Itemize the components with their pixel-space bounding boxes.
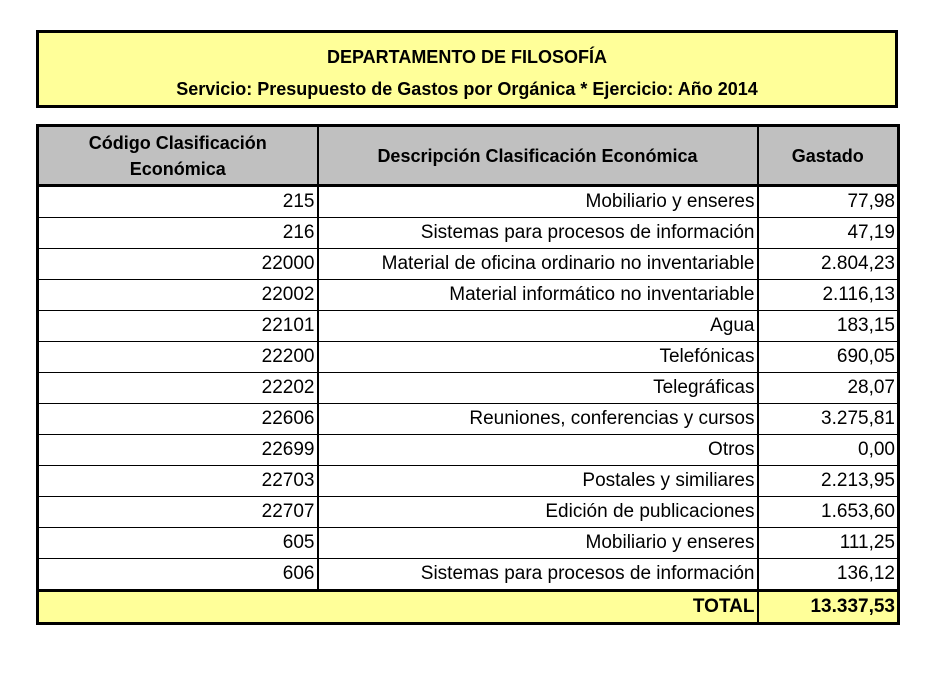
cell-description: Postales y similiares (318, 466, 758, 497)
table-body (38, 186, 899, 591)
cell-amount: 2.213,95 (758, 466, 899, 497)
report-title: DEPARTAMENTO DE FILOSOFÍA (326, 47, 607, 67)
cell-description: Agua (318, 311, 758, 342)
cell-amount: 2.116,13 (758, 280, 899, 311)
table-row (38, 497, 899, 528)
total-label: TOTAL (38, 591, 758, 624)
table-row (38, 373, 899, 404)
table-row (38, 218, 899, 249)
table-row (38, 528, 899, 559)
column-header-amount: Gastado (758, 126, 899, 186)
cell-amount: 690,05 (758, 342, 899, 373)
cell-description: Otros (318, 435, 758, 466)
cell-amount: 77,98 (758, 186, 899, 218)
cell-amount: 47,19 (758, 218, 899, 249)
table-row (38, 435, 899, 466)
total-row (38, 591, 899, 624)
cell-description: Sistemas para procesos de información (318, 559, 758, 591)
cell-code: 22002 (38, 280, 318, 311)
table-row (38, 186, 899, 218)
cell-amount: 2.804,23 (758, 249, 899, 280)
cell-amount: 1.653,60 (758, 497, 899, 528)
report-header (36, 30, 898, 108)
table-row (38, 559, 899, 591)
table-row (38, 311, 899, 342)
cell-description: Material de oficina ordinario no inventariable (318, 249, 758, 280)
table-row (38, 280, 899, 311)
cell-code: 22707 (38, 497, 318, 528)
cell-description: Sistemas para procesos de información (318, 218, 758, 249)
cell-code: 22699 (38, 435, 318, 466)
cell-code: 22703 (38, 466, 318, 497)
report-subtitle: Servicio: Presupuesto de Gastos por Orgánica * Ejercicio: Año 2014 (176, 79, 758, 99)
table-row (38, 404, 899, 435)
cell-description: Telefónicas (318, 342, 758, 373)
cell-description: Reuniones, conferencias y cursos (318, 404, 758, 435)
cell-code: 22200 (38, 342, 318, 373)
cell-amount: 28,07 (758, 373, 899, 404)
cell-code: 22000 (38, 249, 318, 280)
cell-code: 216 (38, 218, 318, 249)
table-row (38, 342, 899, 373)
cell-description: Edición de publicaciones (318, 497, 758, 528)
column-header-code: Código Clasificación Económica (38, 126, 318, 186)
cell-amount: 111,25 (758, 528, 899, 559)
column-header-description: Descripción Clasificación Económica (318, 126, 758, 186)
cell-amount: 183,15 (758, 311, 899, 342)
cell-description: Mobiliario y enseres (318, 186, 758, 218)
table-header-row (38, 126, 899, 186)
cell-code: 22101 (38, 311, 318, 342)
cell-description: Telegráficas (318, 373, 758, 404)
cell-amount: 3.275,81 (758, 404, 899, 435)
table-row (38, 466, 899, 497)
cell-code: 22202 (38, 373, 318, 404)
cell-code: 215 (38, 186, 318, 218)
budget-table (36, 124, 900, 625)
table-row (38, 249, 899, 280)
cell-code: 605 (38, 528, 318, 559)
cell-description: Mobiliario y enseres (318, 528, 758, 559)
cell-amount: 0,00 (758, 435, 899, 466)
cell-code: 606 (38, 559, 318, 591)
total-amount: 13.337,53 (758, 591, 899, 624)
cell-amount: 136,12 (758, 559, 899, 591)
cell-description: Material informático no inventariable (318, 280, 758, 311)
cell-code: 22606 (38, 404, 318, 435)
